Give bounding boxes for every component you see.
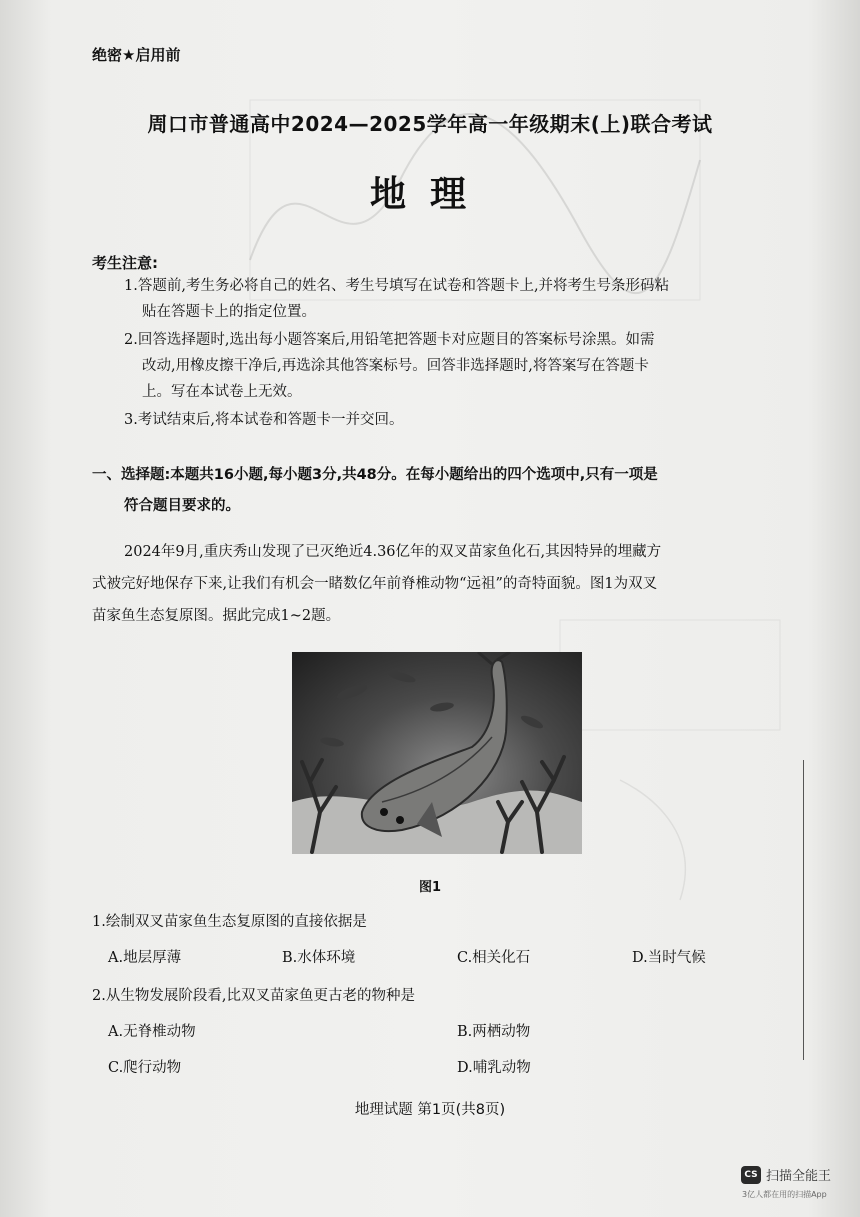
notice-item-3: 3.考试结束后,将本试卷和答题卡一并交回。 [124,412,404,428]
question-2-option-b: B.两栖动物 [457,1024,531,1040]
passage-line-3: 苗家鱼生态复原图。据此完成1~2题。 [92,608,341,624]
camscanner-logo-icon: CS [741,1166,761,1184]
question-2-option-a: A.无脊椎动物 [108,1024,196,1040]
passage-line-1: 2024年9月,重庆秀山发现了已灭绝近4.36亿年的双叉苗家鱼化石,其因特异的埋藏方 [124,544,662,560]
notice-item-2-line-1: 2.回答选择题时,选出每小题答案后,用铅笔把答题卡对应题目的答案标号涂黑。如需 [124,332,655,348]
question-2-stem: 2.从生物发展阶段看,比双叉苗家鱼更古老的物种是 [92,988,415,1004]
scanner-brand: 扫描全能王 [766,1169,832,1184]
question-2-option-d: D.哺乳动物 [457,1060,531,1076]
binding-margin-line [803,760,804,1060]
question-1-option-b: B.水体环境 [282,950,356,966]
question-1-option-a: A.地层厚薄 [108,950,182,966]
question-1-option-d: D.当时气候 [632,950,706,966]
figure-caption: 图1 [418,880,442,895]
exam-title: 周口市普通高中2024—2025学年高一年级期末(上)联合考试 [147,112,713,136]
question-1-option-c: C.相关化石 [457,950,531,966]
question-1-stem: 1.绘制双叉苗家鱼生态复原图的直接依据是 [92,914,367,930]
section-1-instruction-line-2: 符合题目要求的。 [124,498,240,514]
confidential-label: 绝密★启用前 [92,46,181,64]
section-1-instruction-line-1: 一、选择题:本题共16小题,每小题3分,共48分。在每小题给出的四个选项中,只有一项是 [92,467,658,483]
notice-item-1-line-1: 1.答题前,考生务必将自己的姓名、考生号填写在试卷和答题卡上,并将考生号条形码粘 [124,278,670,294]
subject-heading: 地理 [369,174,490,215]
question-2-option-c: C.爬行动物 [108,1060,182,1076]
fish-reconstruction-image [292,652,582,854]
passage-line-2: 式被完好地保存下来,让我们有机会一睹数亿年前脊椎动物“远祖”的奇特面貌。图1为双叉 [92,576,658,592]
notice-heading: 考生注意: [92,254,158,272]
notice-item-1-line-2: 贴在答题卡上的指定位置。 [142,304,316,320]
scanner-tagline: 3亿人都在用的扫描App [742,1190,827,1199]
page-footer: 地理试题 第1页(共8页) [354,1102,506,1118]
notice-item-2-line-3: 上。写在本试卷上无效。 [142,384,302,400]
notice-item-2-line-2: 改动,用橡皮擦干净后,再选涂其他答案标号。回答非选择题时,将答案写在答题卡 [142,358,649,374]
